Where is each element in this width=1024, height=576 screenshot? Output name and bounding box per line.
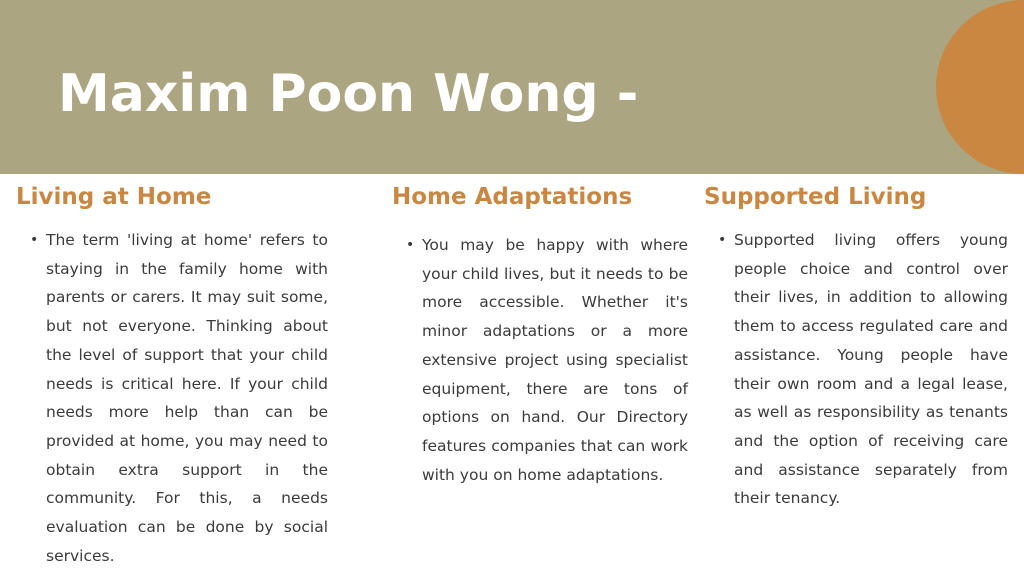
list-item <box>16 226 328 570</box>
decorative-circle <box>936 0 1024 174</box>
header-banner <box>0 0 1024 174</box>
bullet-list <box>704 226 1008 513</box>
bullet-list <box>392 231 688 489</box>
list-item <box>392 231 688 489</box>
list-item-text: You may be happy with where your child lives, but it needs to be more accessible. Whether it's minor adaptations or a more extensive project using specialist equipment, there are tons of options on hand. Our Directory features companies that can work with you on home adaptations. <box>422 236 688 484</box>
bullet-icon: • <box>718 232 727 248</box>
page-title: Maxim Poon Wong - <box>58 64 639 124</box>
bullet-icon: • <box>30 232 39 248</box>
column-heading: Supported Living <box>704 184 927 210</box>
list-item-text: Supported living offers young people choice and control over their lives, in addition to allowing them to access regulated care and assistance. Young people have their own room and a legal lease, as well as responsibility as tenants and the option of receiving care and assistance separately from their tenancy. <box>734 231 1008 508</box>
list-item <box>704 226 1008 513</box>
column-living-at-home <box>16 180 328 570</box>
column-supported-living <box>704 180 1008 513</box>
bullet-icon: • <box>406 237 415 253</box>
column-heading: Home Adaptations <box>392 184 633 210</box>
column-home-adaptations <box>392 180 688 489</box>
list-item-text: The term 'living at home' refers to staying in the family home with parents or carers. It may suit some, but not everyone. Thinking about the level of support that your child needs is critical here. If your child needs more help than can be provided at home, you may need to obtain extra support in the community. For this, a needs evaluation can be done by social services. <box>46 231 328 565</box>
bullet-list <box>16 226 328 570</box>
column-heading: Living at Home <box>16 184 212 210</box>
